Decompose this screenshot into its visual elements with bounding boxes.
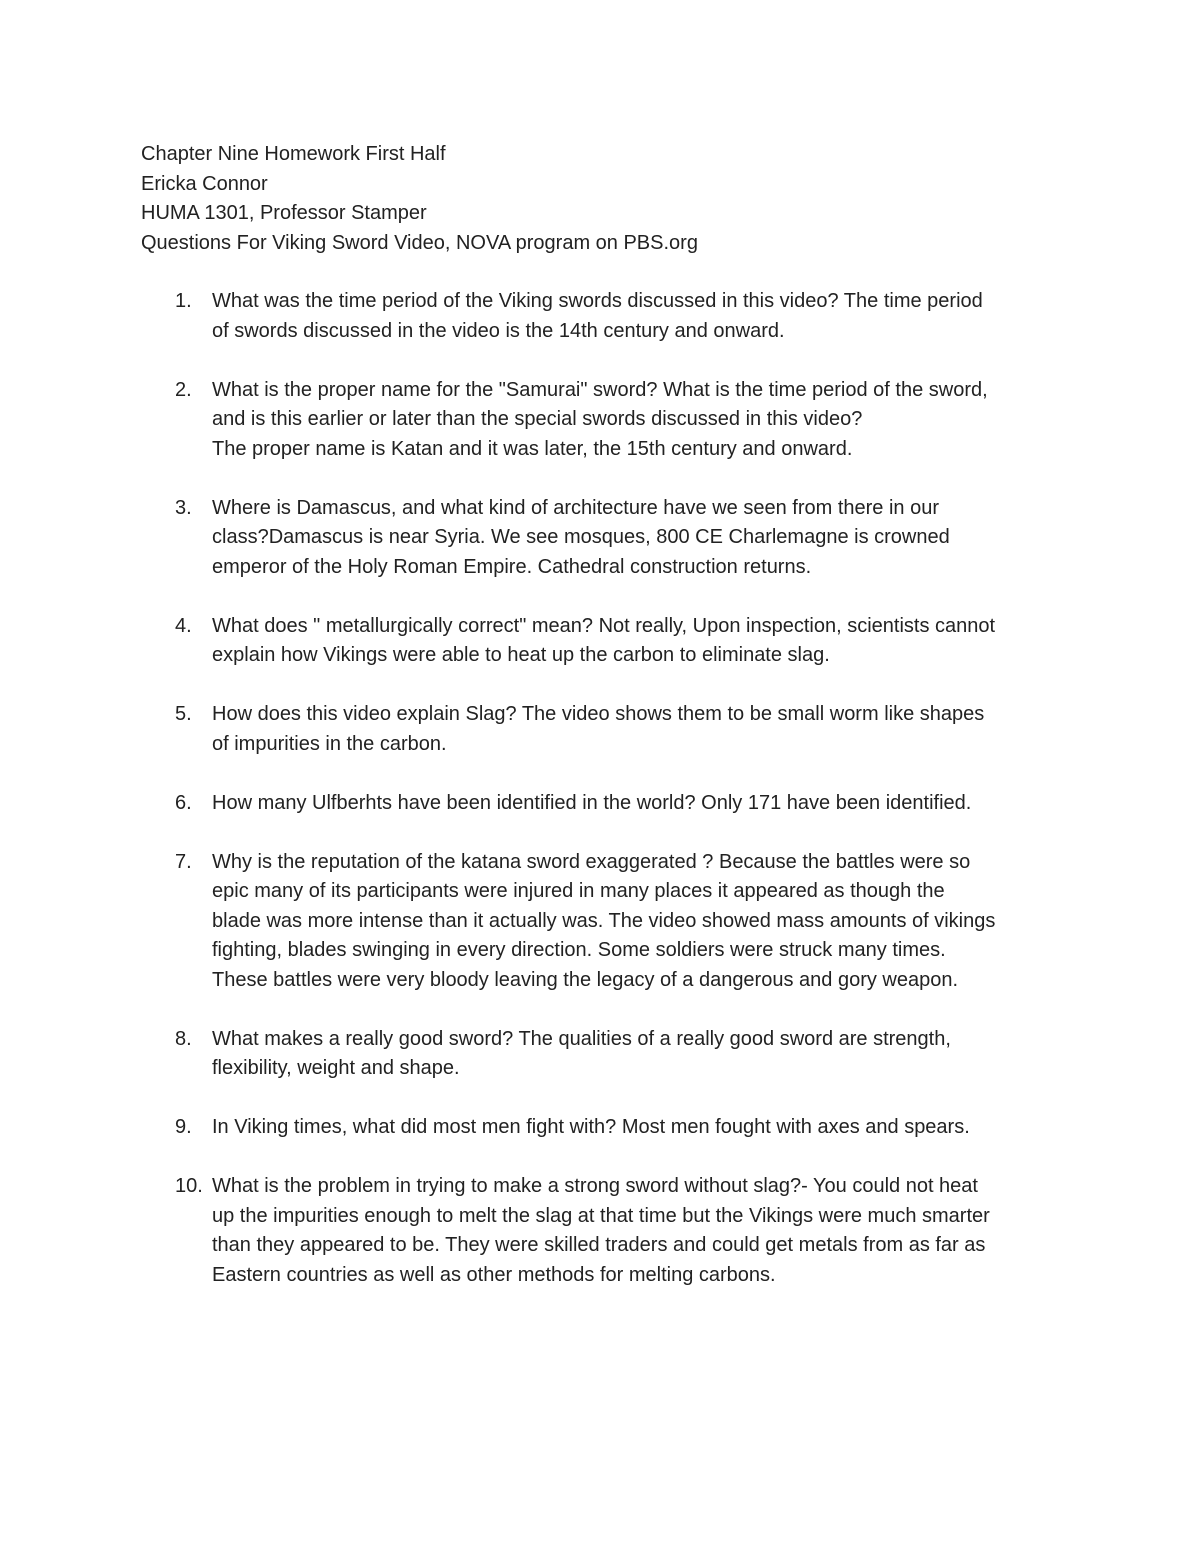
question-item [141,494,1071,583]
question-text-line: fighting, blades swinging in every direction. Some soldiers were struck many times. [212,939,946,961]
question-item [141,287,1071,346]
question-number: 4. [175,614,192,637]
document-page [141,140,1071,1320]
question-text-line: How many Ulfberhts have been identified in the world? Only 171 have been identified. [212,791,972,814]
question-item [141,376,1071,465]
question-text-line: How does this video explain Slag? The video shows them to be small worm like shapes [212,703,985,725]
author-name: Ericka Connor [141,172,268,195]
question-number: 2. [175,378,192,401]
question-text-line: In Viking times, what did most men fight with? Most men fought with axes and spears. [212,1116,970,1138]
question-text-line: Why is the reputation of the katana sword exaggerated ? Because the battles were so [212,850,971,873]
document-subtitle: Questions For Viking Sword Video, NOVA program on PBS.org [141,231,698,254]
question-item [141,848,1071,996]
question-text [212,612,1071,671]
question-text-line: epic many of its participants were injured in many places it appeared as though the [212,880,945,902]
question-list [141,287,1071,1290]
question-item [141,1113,1071,1143]
question-text-line: of swords discussed in the video is the 14th century and onward. [212,319,785,342]
question-number: 5. [175,703,192,725]
question-text [212,789,1071,819]
question-number: 3. [175,496,192,519]
question-item [141,1172,1071,1290]
question-text-line: What was the time period of the Viking swords discussed in this video? The time period [212,290,983,312]
question-item [141,612,1071,671]
question-text [212,1172,1071,1290]
question-text-line: explain how Vikings were able to heat up the carbon to eliminate slag. [212,644,830,666]
question-text-line: than they appeared to be. They were skilled traders and could get metals from as far as [212,1234,986,1256]
course-info: HUMA 1301, Professor Stamper [141,202,427,224]
question-text [212,1113,1071,1143]
question-number: 9. [175,1116,192,1138]
question-number: 7. [175,850,192,873]
question-number: 8. [175,1027,192,1050]
question-item [141,700,1071,759]
question-text [212,848,1071,996]
question-text-line: up the impurities enough to melt the slag at that time but the Vikings were much smarter [212,1204,990,1227]
question-text-line: class?Damascus is near Syria. We see mosques, 800 CE Charlemagne is crowned [212,526,950,548]
question-text-line: flexibility, weight and shape. [212,1057,460,1079]
question-text [212,376,1071,465]
question-text-line: What is the proper name for the "Samurai" sword? What is the time period of the sword, [212,378,988,401]
question-text [212,1025,1071,1084]
question-number: 1. [175,290,192,312]
question-text-line: What makes a really good sword? The qualities of a really good sword are strength, [212,1027,951,1050]
question-number: 6. [175,791,192,814]
question-text-line: and is this earlier or later than the special swords discussed in this video? [212,408,863,430]
question-text-line: blade was more intense than it actually was. The video showed mass amounts of vikings [212,909,996,932]
question-item [141,789,1071,819]
question-text-line: What does " metallurgically correct" mean? Not really, Upon inspection, scientists cannot [212,614,996,637]
question-text [212,700,1071,759]
question-text-line: of impurities in the carbon. [212,732,447,755]
question-text-line: emperor of the Holy Roman Empire. Cathedral construction returns. [212,555,812,578]
question-text-line: The proper name is Katan and it was later, the 15th century and onward. [212,437,853,460]
question-text [212,287,1071,346]
question-text-line: Eastern countries as well as other methods for melting carbons. [212,1263,776,1286]
question-item [141,1025,1071,1084]
question-text [212,494,1071,583]
question-number: 10. [175,1175,203,1197]
question-text-line: What is the problem in trying to make a strong sword without slag?- You could not heat [212,1175,978,1197]
question-text-line: Where is Damascus, and what kind of architecture have we seen from there in our [212,496,940,519]
document-title: Chapter Nine Homework First Half [141,143,446,165]
question-text-line: These battles were very bloody leaving the legacy of a dangerous and gory weapon. [212,968,959,991]
